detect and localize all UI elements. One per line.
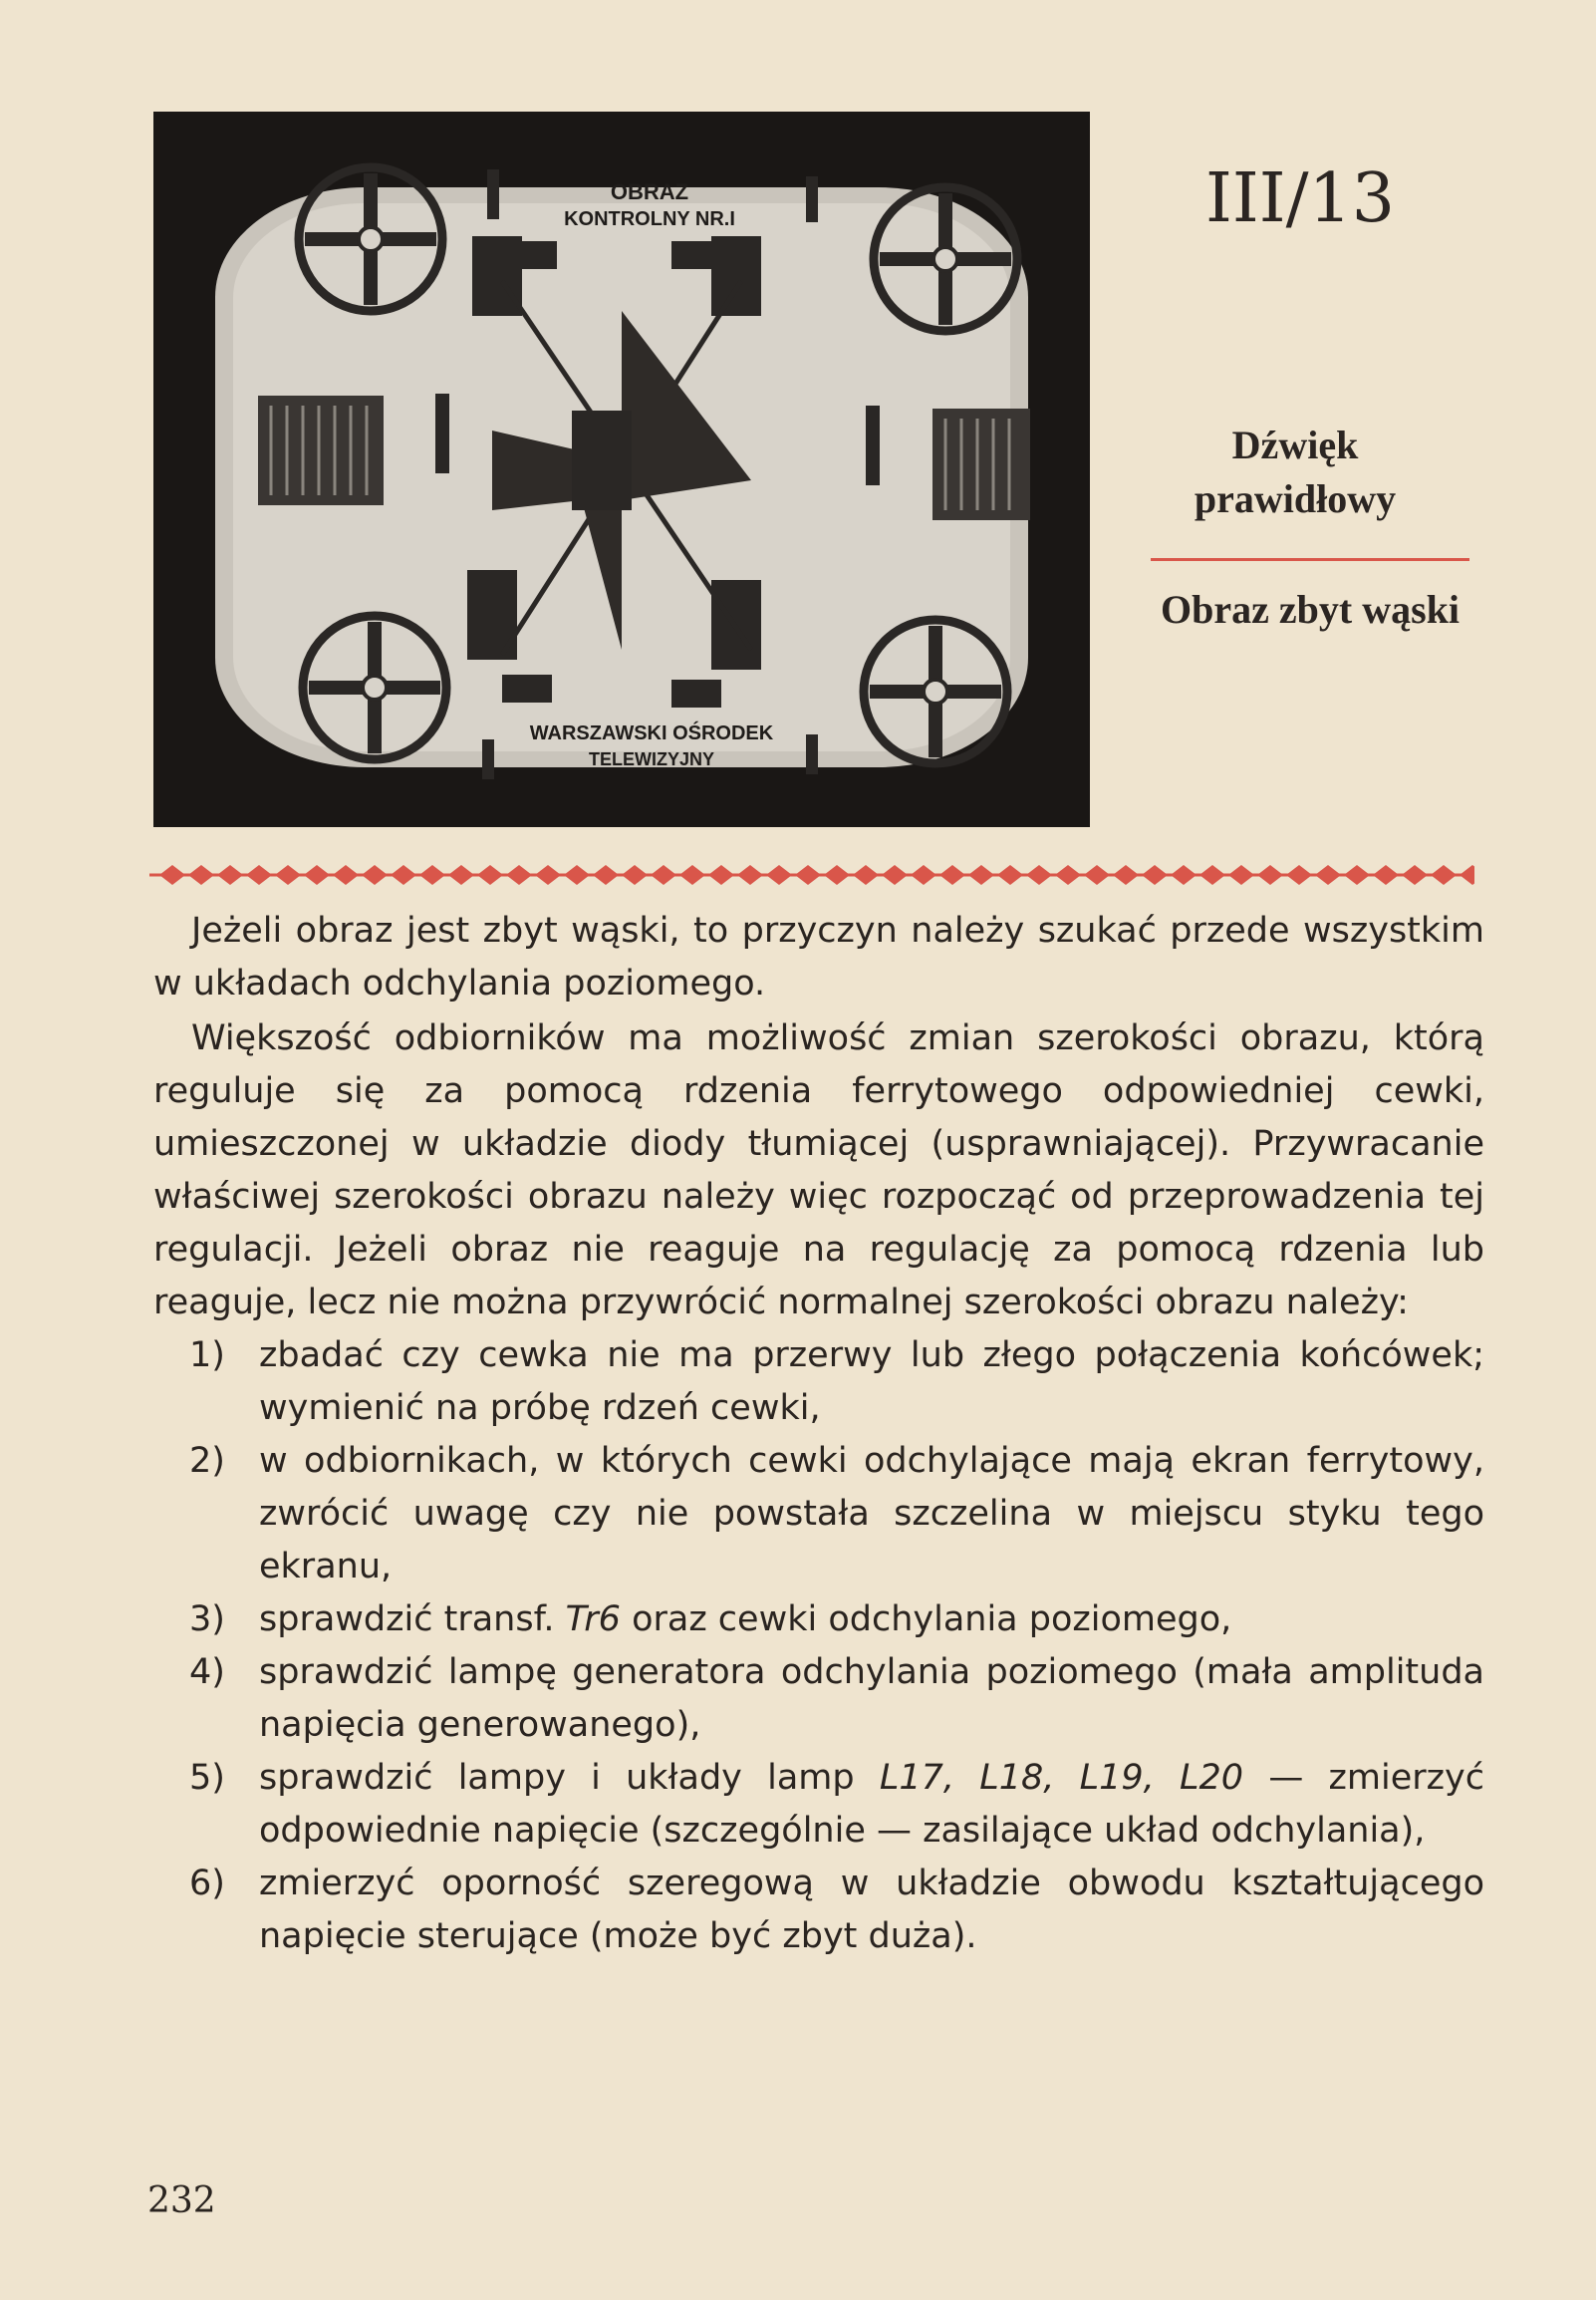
border-diamond — [1055, 865, 1081, 885]
border-diamond — [448, 865, 474, 885]
list-item-number: 1) — [189, 1335, 225, 1375]
border-diamond — [477, 865, 503, 885]
border-diamond — [1431, 865, 1457, 885]
red-divider — [1151, 558, 1469, 561]
list-item-number: 4) — [189, 1652, 225, 1692]
list-item — [153, 1329, 1484, 1435]
list-item — [153, 1858, 1484, 1963]
list-item — [153, 1593, 1484, 1646]
border-diamond — [1171, 865, 1197, 885]
image-status-label: Obraz zbyt wąski — [1161, 587, 1460, 632]
decorative-diamond-border — [149, 861, 1474, 889]
list-item-emphasis: Tr6 — [565, 1599, 621, 1639]
border-diamond — [1084, 865, 1110, 885]
checklist — [153, 1329, 1484, 1963]
border-diamond — [1026, 865, 1052, 885]
border-diamond — [651, 865, 676, 885]
border-diamond — [275, 865, 301, 885]
list-item — [153, 1435, 1484, 1593]
pattern-title-line2: KONTROLNY NR.I — [564, 208, 735, 230]
border-diamond — [824, 865, 850, 885]
list-item-text-pre: sprawdzić lampy i układy lamp — [259, 1758, 880, 1798]
border-diamond — [882, 865, 908, 885]
border-diamond — [1257, 865, 1283, 885]
border-diamond — [737, 865, 763, 885]
border-diamond — [1344, 865, 1370, 885]
border-diamond — [1142, 865, 1168, 885]
border-diamond — [535, 865, 561, 885]
border-diamond — [593, 865, 619, 885]
border-diamond — [708, 865, 734, 885]
border-diamond — [217, 865, 243, 885]
border-diamond — [1460, 865, 1474, 885]
border-diamond — [304, 865, 330, 885]
list-item-text-pre: sprawdzić transf. — [259, 1599, 566, 1639]
border-diamond — [622, 865, 648, 885]
list-item — [153, 1752, 1484, 1858]
pattern-footer-line2: TELEWIZYJNY — [588, 749, 715, 769]
test-pattern-photo — [153, 112, 1090, 827]
list-item-text-post: oraz cewki odchylania poziomego, — [620, 1599, 1232, 1639]
sound-label-line1: Dźwięk — [1231, 423, 1359, 467]
list-item-text: sprawdzić lampę generatora odchylania poziomego (mała amplituda napięcia generowanego), — [259, 1652, 1484, 1745]
pattern-title-line1: OBRAZ — [610, 179, 689, 204]
paragraph-1: Jeżeli obraz jest zbyt wąski, to przyczyn należy szukać przede wszystkim w układach odchylania poziomego. — [153, 911, 1484, 1004]
list-item-emphasis: L17, L18, L19, L20 — [879, 1758, 1244, 1798]
list-item-text: zbadać czy cewka nie ma przerwy lub złego połączenia końcówek; wymienić na próbę rdzeń cewki, — [259, 1335, 1484, 1428]
border-diamond — [766, 865, 792, 885]
list-item-text: w odbiornikach, w których cewki odchylające mają ekran ferrytowy, zwrócić uwagę czy nie powstała szczelina w miejscu styku tego ekranu, — [259, 1441, 1484, 1586]
body-text — [153, 905, 1484, 1963]
border-diamond — [1315, 865, 1341, 885]
test-pattern-graphic — [153, 112, 1090, 827]
border-diamond — [188, 865, 214, 885]
list-item-text-post: — zmierzyć odpowiednie napięcie (szczególnie — zasilające układ odchylania), — [259, 1758, 1484, 1851]
border-diamond — [564, 865, 590, 885]
list-item — [153, 1646, 1484, 1752]
border-diamond — [1113, 865, 1139, 885]
border-diamond — [246, 865, 272, 885]
border-diamond — [1286, 865, 1312, 885]
page-number: 232 — [147, 2180, 216, 2221]
border-diamond — [333, 865, 359, 885]
border-diamond — [968, 865, 994, 885]
list-item-number: 2) — [189, 1441, 225, 1481]
border-diamond — [679, 865, 705, 885]
border-diamond — [795, 865, 821, 885]
border-diamond — [1228, 865, 1254, 885]
sound-label-line2: prawidłowy — [1194, 476, 1397, 521]
border-diamond — [159, 865, 185, 885]
border-diamond — [1402, 865, 1428, 885]
border-diamond — [419, 865, 445, 885]
paragraph-2: Większość odbiorników ma możliwość zmian szerokości obrazu, którą reguluje się za pomocą rdzenia ferrytowego odpowiedniej cewki, umieszczonej w układzie diody tłumiącej (usprawniającej). Przywracanie właściwej szerokości obrazu należy więc rozpocząć od przeprowadzenia tej regulacji. Jeżeli obraz nie reaguje na regulację za pomocą rdzenia lub reaguje, lecz nie można przywrócić normalnej szerokości obrazu należy: — [153, 1018, 1484, 1322]
border-diamond — [506, 865, 532, 885]
border-diamond — [853, 865, 879, 885]
border-diamond — [939, 865, 965, 885]
list-item-number: 3) — [189, 1599, 225, 1639]
border-diamond — [911, 865, 936, 885]
sound-status-label — [1146, 419, 1445, 526]
border-diamond — [997, 865, 1023, 885]
pattern-footer-line1: WARSZAWSKI OŚRODEK — [529, 722, 774, 744]
border-diamond — [1199, 865, 1225, 885]
section-code: III/13 — [1205, 159, 1396, 238]
border-diamond — [1373, 865, 1399, 885]
list-item-number: 5) — [189, 1758, 225, 1798]
border-diamond — [362, 865, 388, 885]
list-item-text: zmierzyć oporność szeregową w układzie obwodu kształtującego napięcie sterujące (może być zbyt duża). — [259, 1864, 1484, 1956]
list-item-number: 6) — [189, 1864, 225, 1903]
border-diamond — [391, 865, 416, 885]
